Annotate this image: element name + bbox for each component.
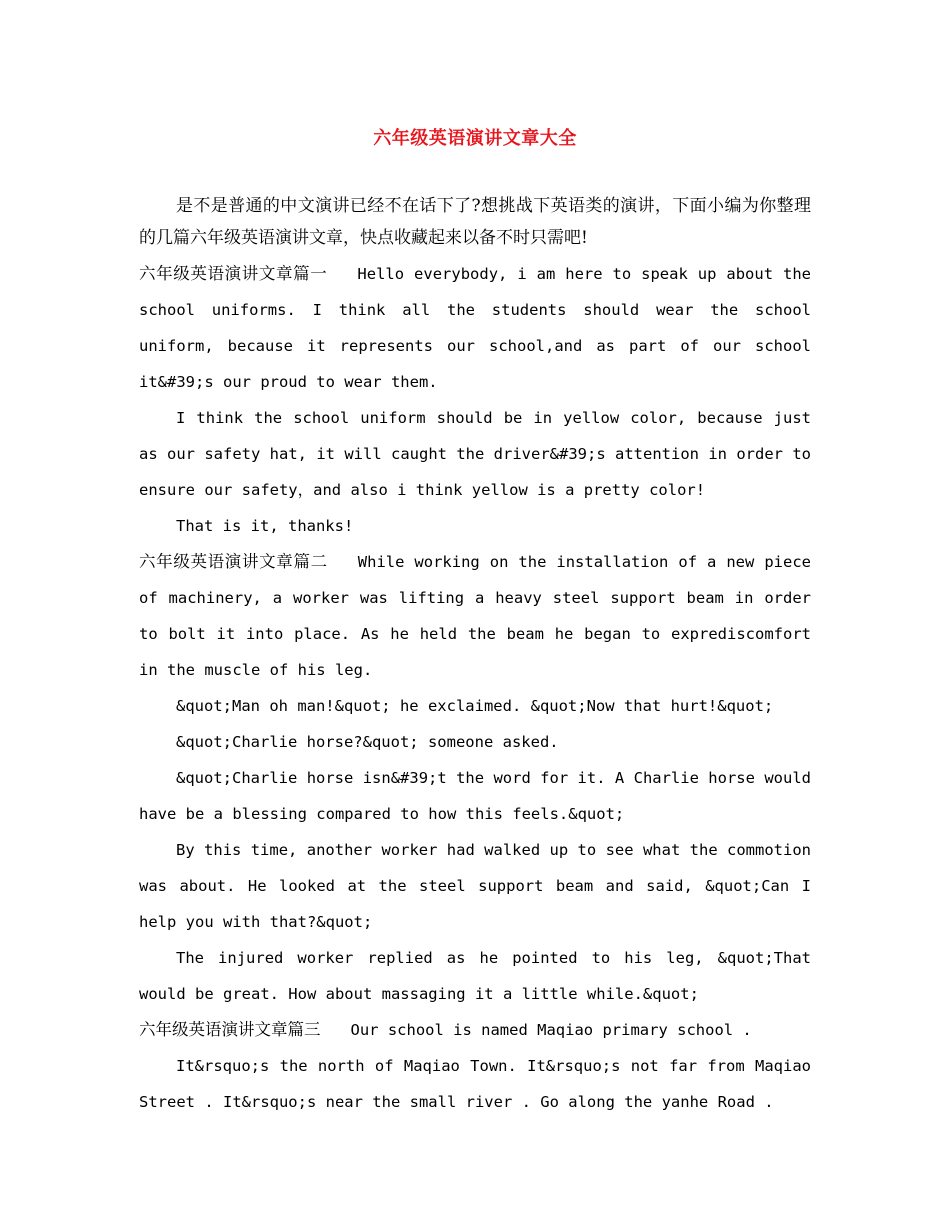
section-3-lead-text: Our school is named Maqiao primary school .	[350, 1021, 752, 1039]
section-1-paragraph-2: That is it, thanks!	[176, 517, 354, 535]
section-3-paragraph-1: It&rsquo;s the north of Maqiao Town. It&rsquo;s not far from Maqiao Street . It&rsquo;s near the small river . Go along the yanhe Road .	[139, 1057, 811, 1111]
section-2-lead-text: While working on the installation of a new piece of machinery, a worker was lifting a heavy steel support beam in order to bolt it into place. As he held the beam he began to exprediscomfort in the muscle of his leg.	[139, 553, 811, 679]
section-1-lead-text: Hello everybody, i am here to speak up about the school uniforms. I think all the students should wear the school uniform, because it represents our school,and as part of our school it&#39;s our proud to wear them.	[139, 265, 812, 391]
section-2-paragraph-4: By this time, another worker had walked up to see what the commotion was about. He looked at the steel support beam and said, &quot;Can I help you with that?&quot;	[139, 841, 811, 931]
section-3-lead-paragraph	[139, 1012, 811, 1048]
document-title: 六年级英语演讲文章大全	[373, 128, 577, 149]
section-1-heading: 六年级英语演讲文章篇一	[139, 264, 328, 283]
document-body	[139, 190, 811, 1120]
section-2-paragraph-3: &quot;Charlie horse isn&#39;t the word for it. A Charlie horse would have be a blessing compared to how this feels.&quot;	[139, 769, 811, 823]
section-2-paragraph-5: The injured worker replied as he pointed to his leg, &quot;That would be great. How about massaging it a little while.&quot;	[139, 949, 811, 1003]
section-1-lead-paragraph	[139, 256, 811, 400]
intro-paragraph: 是不是普通的中文演讲已经不在话下了?想挑战下英语类的演讲，下面小编为你整理的几篇六年级英语演讲文章，快点收藏起来以备不时只需吧!	[139, 196, 811, 248]
section-1-paragraph-1: I think the school uniform should be in yellow color, because just as our safety hat, it will caught the driver&#39;s attention in order to ensure our safety，and also i think yellow is a pretty color!	[139, 409, 811, 499]
section-2-heading: 六年级英语演讲文章篇二	[139, 552, 328, 571]
section-2-paragraph-1: &quot;Man oh man!&quot; he exclaimed. &quot;Now that hurt!&quot;	[176, 697, 774, 715]
section-3-heading: 六年级英语演讲文章篇三	[139, 1020, 321, 1039]
section-2-paragraph-2: &quot;Charlie horse?&quot; someone asked.	[176, 733, 559, 751]
section-2-lead-paragraph	[139, 544, 811, 688]
